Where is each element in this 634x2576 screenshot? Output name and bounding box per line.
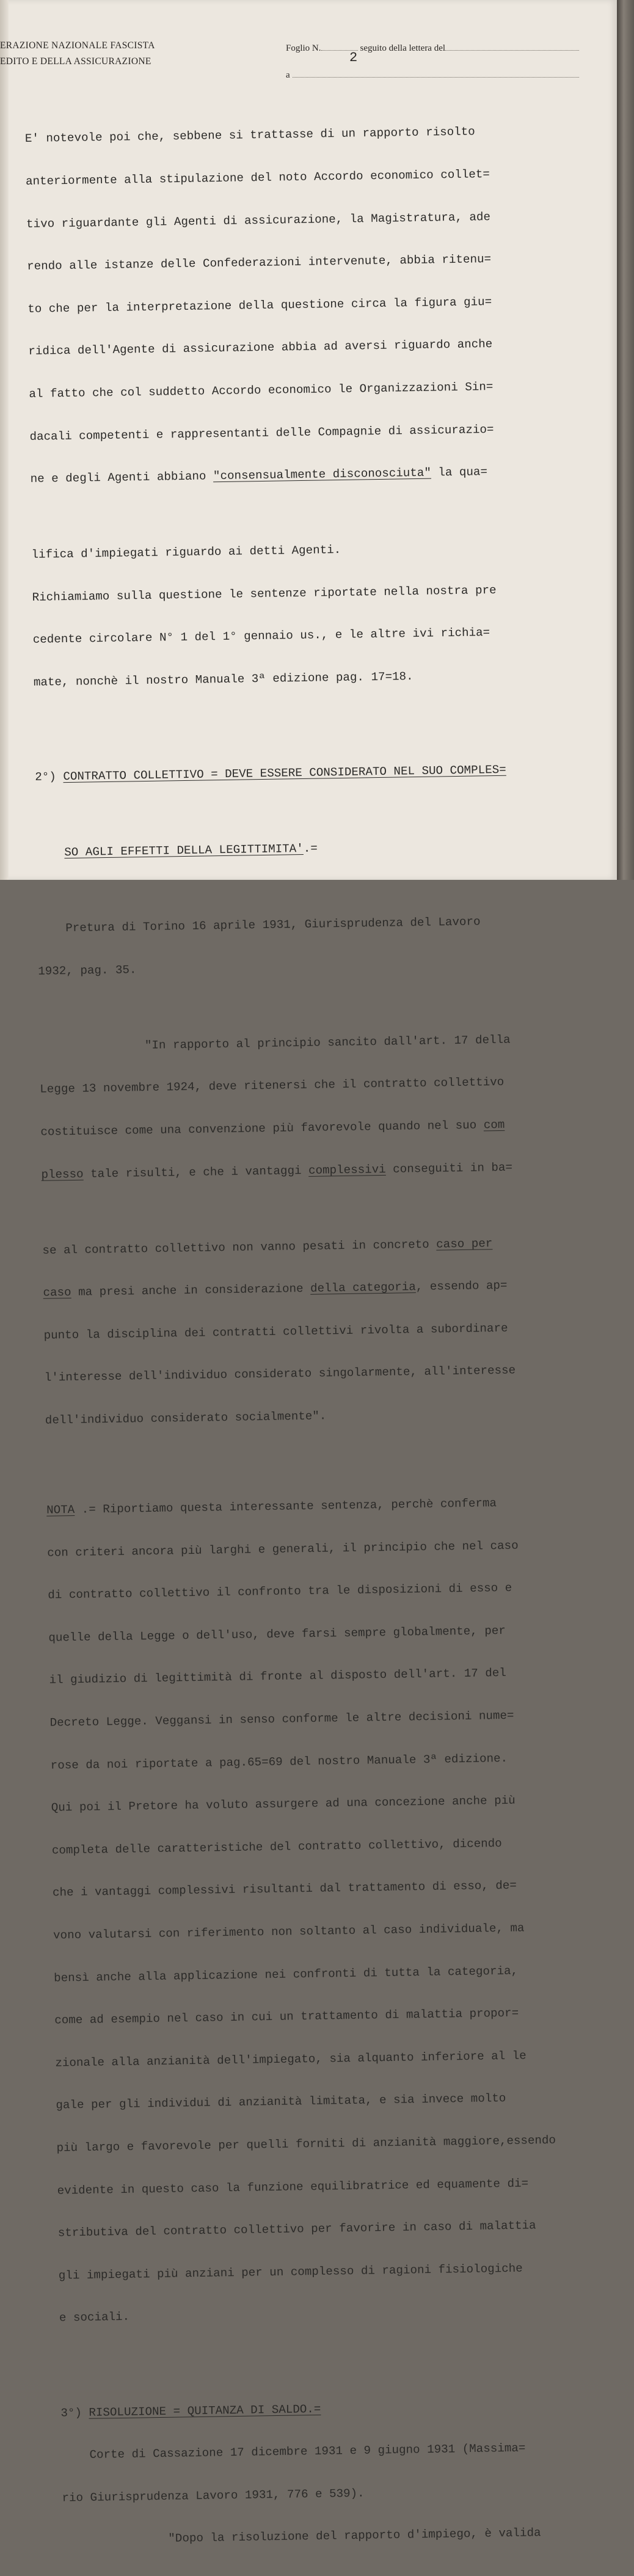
text-line: Corte di Cassazione 17 dicembre 1931 e 9 giugno 1931 (Massima= bbox=[61, 2441, 526, 2462]
section-number: 3°) bbox=[60, 2406, 82, 2420]
text-line: anteriormente alla stipulazione del noto Accordo economico collet= bbox=[25, 167, 490, 188]
text-line: "Dopo la risoluzione del rapporto d'impiego, è valida bbox=[62, 2526, 541, 2547]
page-binding bbox=[0, 0, 9, 880]
section-2-heading bbox=[35, 762, 585, 785]
text-line: gli impiegati più anziani per un complesso di ragioni fisiologiche bbox=[58, 2261, 523, 2283]
book-edge bbox=[617, 0, 634, 880]
text-line: più largo e favorevole per quelli forniti di anzianità maggiore,essendo bbox=[56, 2133, 556, 2155]
text-line: con criteri ancora più larghi e generali, il principio che nel caso bbox=[47, 1539, 519, 1560]
text-line: stributiva del contratto collettivo per favorire in caso di malattia bbox=[57, 2219, 536, 2240]
typed-body bbox=[24, 95, 613, 2576]
text-line: punto la disciplina dei contratti collettivi rivolta a subordinare bbox=[43, 1321, 508, 1342]
underlined-text: "consensualmente disconosciuta" bbox=[213, 466, 432, 483]
text-line: ridica dell'Agente di assicurazione abbia ad aversi riguardo anche bbox=[28, 337, 493, 359]
text-segment: tale risulti, e che i vantaggi bbox=[83, 1163, 309, 1181]
letterhead bbox=[0, 38, 155, 70]
text-line: l'interesse dell'individuo considerato singolarmente, all'interesse bbox=[44, 1363, 516, 1385]
text-line: E' notevole poi che, sebbene si trattasse di un rapporto risolto bbox=[24, 125, 475, 146]
text-line: lifica d'impiegati riguardo ai detti Agenti. bbox=[31, 543, 341, 562]
text-line: al fatto che col suddetto Accordo economico le Organizzazioni Sin= bbox=[29, 379, 494, 401]
text-line: cedente circolare N° 1 del 1° gennaio us., e le altre ivi richia= bbox=[32, 626, 490, 647]
section-2-heading-cont bbox=[36, 838, 586, 860]
text-line: Decreto Legge. Veggansi in senso conforme le altre decisioni nume= bbox=[49, 1708, 514, 1730]
seguito-dots bbox=[445, 43, 579, 51]
text-line: rendo alle istanze delle Confederazioni intervenute, abbia ritenu= bbox=[27, 252, 492, 274]
text-line bbox=[30, 464, 580, 486]
text-line: bensì anche alla applicazione nei confronti di tutta la categoria, bbox=[54, 1964, 519, 1985]
nota-first-line bbox=[46, 1495, 596, 1518]
section-title: CONTRATTO COLLETTIVO = DEVE ESSERE CONSIDERATO NEL SUO COMPLES= bbox=[63, 763, 506, 784]
section-title: RISOLUZIONE = QUITANZA DI SALDO.= bbox=[89, 2402, 321, 2420]
text-line: mate, nonchè il nostro Manuale 3ª edizione pag. 17=18. bbox=[33, 670, 414, 689]
text-line bbox=[43, 1278, 592, 1300]
underlined-text: della categoria bbox=[310, 1280, 416, 1295]
section-number: 2°) bbox=[35, 770, 57, 785]
text-segment: costituisce come una convenzione più favorevole quando nel suo bbox=[40, 1118, 484, 1139]
text-segment: la qua= bbox=[431, 465, 488, 480]
text-line: e sociali. bbox=[59, 2310, 130, 2325]
section-title-cont: SO AGLI EFFETTI DELLA LEGITTIMITA' bbox=[64, 842, 304, 860]
text-segment: , essendo ap= bbox=[415, 1278, 508, 1294]
text-segment: .= Riportiamo questa interessante sentenza, perchè conferma bbox=[75, 1496, 497, 1517]
text-line: 1932, pag. 35. bbox=[38, 963, 137, 978]
text-line: di contratto collettivo il confronto tra le disposizioni di esso e bbox=[48, 1581, 512, 1602]
text-line: come ad esempio nel caso in cui un trattamento di malattia propor= bbox=[54, 2006, 519, 2027]
underlined-text: caso per bbox=[436, 1236, 493, 1251]
text-line: dell'individuo considerato socialmente". bbox=[45, 1409, 327, 1427]
text-line: Qui poi il Pretore ha voluto assurgere ad una concezione anche più bbox=[51, 1793, 516, 1815]
text-line: zionale alla anzianità dell'impiegato, sia alquanto inferiore al le bbox=[55, 2049, 527, 2070]
text-segment: ma presi anche in considerazione bbox=[71, 1281, 311, 1300]
text-line: che i vantaggi complessivi risultanti dal trattamento di esso, de= bbox=[52, 1879, 517, 1900]
underlined-text: caso bbox=[43, 1286, 71, 1300]
text-line: Pretura di Torino 16 aprile 1931, Giurisprudenza del Lavoro bbox=[37, 915, 481, 935]
seguito-label: seguito della lettera del bbox=[360, 43, 446, 53]
text-line: vono valutarsi con riferimento non soltanto al caso individuale, ma bbox=[53, 1921, 525, 1942]
text-line: rio Giurisprudenza Lavoro 1931, 776 e 539). bbox=[62, 2486, 365, 2505]
text-line: to che per la interpretazione della questione circa la figura giu= bbox=[27, 295, 492, 316]
text-segment: .= bbox=[303, 841, 318, 856]
text-line: evidente in questo caso la funzione equilibratrice ed equamente di= bbox=[57, 2176, 529, 2198]
nota-label: NOTA bbox=[46, 1503, 75, 1517]
text-line: Richiamiamo sulla questione le sentenze riportate nella nostra pre bbox=[32, 583, 497, 604]
text-line: gale per gli individui di anzianità limitata, e sia invece molto bbox=[56, 2091, 506, 2113]
text-line bbox=[40, 1117, 590, 1140]
text-line: quelle della Legge o dell'uso, deve farsi sempre globalmente, per bbox=[48, 1623, 506, 1645]
underlined-text: complessivi bbox=[308, 1162, 386, 1177]
underlined-text: com bbox=[483, 1118, 505, 1132]
text-segment: se al contratto collettivo non vanno pesati in concreto bbox=[42, 1237, 437, 1257]
a-label: a bbox=[286, 70, 290, 80]
text-line: completa delle caratteristiche del contratto collettivo, dicendo bbox=[51, 1836, 502, 1857]
text-line bbox=[41, 1159, 591, 1182]
text-line: rose da noi riportate a pag.65=69 del nostro Manuale 3ª edizione. bbox=[50, 1751, 508, 1773]
text-line: "In rapporto al principio sancito dall'art. 17 della bbox=[39, 1033, 511, 1054]
text-line: tivo riguardante gli Agenti di assicurazione, la Magistratura, ade bbox=[26, 210, 491, 231]
underlined-text: plesso bbox=[41, 1167, 84, 1182]
text-line: dacali competenti e rappresentanti delle Compagnie di assicurazio= bbox=[29, 422, 494, 444]
section-3-heading bbox=[60, 2398, 610, 2420]
text-segment: ne e degli Agenti abbiano bbox=[30, 469, 214, 486]
text-line: il giudizio di legittimità di fronte al disposto dell'art. 17 del bbox=[49, 1666, 507, 1688]
text-line bbox=[42, 1235, 592, 1257]
letterhead-line-2: EDITO E DELLA ASSICURAZIONE bbox=[0, 56, 151, 67]
page-number: 2 bbox=[349, 50, 358, 65]
text-segment: conseguiti in ba= bbox=[385, 1160, 513, 1176]
a-dots bbox=[293, 70, 579, 78]
letterhead-line-1: ERAZIONE NAZIONALE FASCISTA bbox=[0, 40, 155, 51]
foglio-label: Foglio N. bbox=[286, 43, 321, 53]
text-line: Legge 13 novembre 1924, deve ritenersi che il contratto collettivo bbox=[40, 1075, 505, 1097]
sheet-header bbox=[286, 43, 579, 81]
